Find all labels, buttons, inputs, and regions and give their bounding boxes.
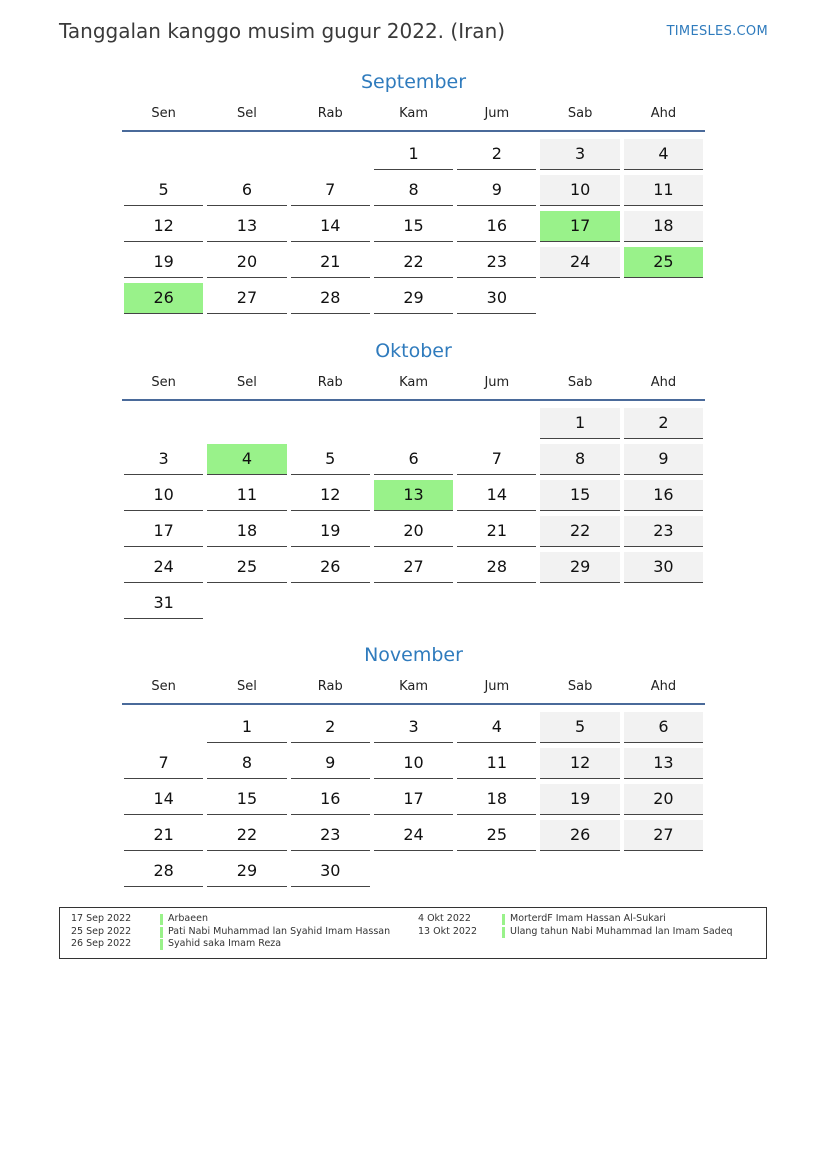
legend-item <box>71 926 411 939</box>
day-cell: 8 <box>207 748 286 779</box>
day-cell: 15 <box>540 480 619 511</box>
day-cell: 14 <box>291 211 370 242</box>
day-cell: 29 <box>540 552 619 583</box>
empty-cell <box>291 408 370 438</box>
day-cell: 8 <box>374 175 453 206</box>
day-cell: 27 <box>624 820 703 851</box>
legend-color-marker <box>502 927 505 938</box>
day-cell: 6 <box>624 712 703 743</box>
day-cell: 3 <box>374 712 453 743</box>
legend-color-marker <box>160 914 163 925</box>
day-cell: 6 <box>374 444 453 475</box>
day-cell-holiday: 25 <box>624 247 703 278</box>
weekday-label: Sel <box>237 375 257 390</box>
day-cell: 24 <box>124 552 203 583</box>
day-cell: 24 <box>540 247 619 278</box>
empty-cell <box>207 408 286 438</box>
month-september <box>122 68 705 316</box>
day-cell: 18 <box>624 211 703 242</box>
empty-cell <box>124 712 203 742</box>
legend-color-marker <box>502 914 505 925</box>
day-cell: 13 <box>207 211 286 242</box>
day-cell-holiday: 13 <box>374 480 453 511</box>
empty-cell <box>124 139 203 169</box>
weekday-header <box>122 102 705 132</box>
day-cell: 30 <box>291 856 370 887</box>
day-cell: 27 <box>207 283 286 314</box>
weekday-label: Rab <box>317 106 343 121</box>
day-cell: 5 <box>291 444 370 475</box>
day-cell: 2 <box>291 712 370 743</box>
month-november <box>122 641 705 889</box>
weekday-label: Sen <box>151 106 176 121</box>
day-cell: 28 <box>124 856 203 887</box>
day-cell: 29 <box>207 856 286 887</box>
month-title: Oktober <box>375 340 452 362</box>
weekday-label: Kam <box>399 375 428 390</box>
page-title: Tanggalan kanggo musim gugur 2022. (Iran) <box>59 19 506 43</box>
day-grid <box>122 709 705 889</box>
day-cell: 14 <box>124 784 203 815</box>
day-cell: 4 <box>624 139 703 170</box>
day-grid <box>122 405 705 621</box>
legend-holiday-name: Syahid saka Imam Reza <box>168 938 282 949</box>
day-cell: 17 <box>124 516 203 547</box>
day-cell: 29 <box>374 283 453 314</box>
day-cell-holiday: 26 <box>124 283 203 314</box>
weekday-label: Ahd <box>650 106 677 121</box>
day-cell: 12 <box>540 748 619 779</box>
day-cell: 30 <box>624 552 703 583</box>
day-cell: 22 <box>374 247 453 278</box>
legend-holiday-name: MorterdF Imam Hassan Al-Sukari <box>510 913 666 924</box>
empty-cell <box>457 408 536 438</box>
day-cell-holiday: 4 <box>207 444 286 475</box>
legend-holiday-name: Arbaeen <box>168 913 208 924</box>
day-cell: 21 <box>124 820 203 851</box>
legend-holiday-name: Ulang tahun Nabi Muhammad lan Imam Sadeq <box>510 925 733 937</box>
day-cell: 9 <box>457 175 536 206</box>
day-cell: 12 <box>291 480 370 511</box>
month-title: November <box>364 644 463 666</box>
weekday-label: Sen <box>151 679 176 694</box>
empty-cell <box>207 139 286 169</box>
day-cell: 7 <box>124 748 203 779</box>
weekday-label: Sab <box>567 679 593 694</box>
weekday-label: Sel <box>237 106 257 121</box>
day-cell: 18 <box>207 516 286 547</box>
weekday-label: Jum <box>484 679 510 694</box>
day-cell: 23 <box>624 516 703 547</box>
day-cell: 1 <box>540 408 619 439</box>
day-cell: 21 <box>457 516 536 547</box>
empty-cell <box>374 408 453 438</box>
legend-date: 17 Sep 2022 <box>71 913 132 924</box>
day-cell: 3 <box>540 139 619 170</box>
legend-date: 4 Okt 2022 <box>418 913 471 924</box>
weekday-label: Rab <box>317 375 343 390</box>
weekday-label: Jum <box>484 106 510 121</box>
day-cell: 30 <box>457 283 536 314</box>
day-cell: 20 <box>624 784 703 815</box>
weekday-label: Ahd <box>650 375 677 390</box>
day-grid <box>122 136 705 316</box>
day-cell: 5 <box>540 712 619 743</box>
day-cell: 31 <box>124 588 203 619</box>
day-cell: 9 <box>291 748 370 779</box>
legend-item <box>71 938 411 951</box>
day-cell: 11 <box>457 748 536 779</box>
legend-item <box>418 926 758 939</box>
day-cell: 10 <box>374 748 453 779</box>
day-cell: 25 <box>207 552 286 583</box>
day-cell: 20 <box>207 247 286 278</box>
day-cell: 10 <box>124 480 203 511</box>
day-cell: 8 <box>540 444 619 475</box>
day-cell: 16 <box>457 211 536 242</box>
weekday-label: Sen <box>151 375 176 390</box>
day-cell: 7 <box>291 175 370 206</box>
weekday-label: Rab <box>317 679 343 694</box>
day-cell: 23 <box>291 820 370 851</box>
day-cell: 15 <box>374 211 453 242</box>
legend-item <box>71 913 411 926</box>
day-cell: 19 <box>540 784 619 815</box>
day-cell: 1 <box>207 712 286 743</box>
month-title: September <box>360 71 467 93</box>
legend-date: 25 Sep 2022 <box>71 925 132 937</box>
empty-cell <box>291 139 370 169</box>
weekday-label: Sel <box>237 679 257 694</box>
day-cell: 18 <box>457 784 536 815</box>
day-cell: 22 <box>540 516 619 547</box>
day-cell: 9 <box>624 444 703 475</box>
day-cell: 1 <box>374 139 453 170</box>
legend-date: 13 Okt 2022 <box>418 925 478 937</box>
day-cell-holiday: 17 <box>540 211 619 242</box>
day-cell: 19 <box>124 247 203 278</box>
day-cell: 12 <box>124 211 203 242</box>
month-oktober <box>122 337 705 621</box>
day-cell: 10 <box>540 175 619 206</box>
day-cell: 25 <box>457 820 536 851</box>
day-cell: 16 <box>624 480 703 511</box>
legend-item <box>418 913 758 926</box>
day-cell: 2 <box>624 408 703 439</box>
legend-holiday-name: Pati Nabi Muhammad lan Syahid Imam Hassan <box>168 925 391 937</box>
day-cell: 21 <box>291 247 370 278</box>
day-cell: 15 <box>207 784 286 815</box>
day-cell: 11 <box>207 480 286 511</box>
day-cell: 6 <box>207 175 286 206</box>
site-link[interactable]: TIMESLES.COM <box>666 24 768 39</box>
day-cell: 24 <box>374 820 453 851</box>
day-cell: 5 <box>124 175 203 206</box>
day-cell: 2 <box>457 139 536 170</box>
day-cell: 28 <box>457 552 536 583</box>
legend-column-right <box>418 913 758 938</box>
day-cell: 28 <box>291 283 370 314</box>
weekday-label: Sab <box>567 375 593 390</box>
day-cell: 11 <box>624 175 703 206</box>
day-cell: 16 <box>291 784 370 815</box>
weekday-label: Kam <box>399 106 428 121</box>
day-cell: 7 <box>457 444 536 475</box>
day-cell: 3 <box>124 444 203 475</box>
weekday-header <box>122 371 705 401</box>
weekday-header <box>122 675 705 705</box>
legend-color-marker <box>160 927 163 938</box>
day-cell: 17 <box>374 784 453 815</box>
day-cell: 4 <box>457 712 536 743</box>
legend-date: 26 Sep 2022 <box>71 938 132 949</box>
weekday-label: Ahd <box>650 679 677 694</box>
day-cell: 20 <box>374 516 453 547</box>
day-cell: 14 <box>457 480 536 511</box>
day-cell: 27 <box>374 552 453 583</box>
day-cell: 22 <box>207 820 286 851</box>
day-cell: 23 <box>457 247 536 278</box>
day-cell: 26 <box>540 820 619 851</box>
day-cell: 13 <box>624 748 703 779</box>
legend-column-left <box>71 913 411 951</box>
holiday-legend <box>59 907 767 959</box>
weekday-label: Sab <box>567 106 593 121</box>
weekday-label: Kam <box>399 679 428 694</box>
day-cell: 19 <box>291 516 370 547</box>
weekday-label: Jum <box>484 375 510 390</box>
day-cell: 26 <box>291 552 370 583</box>
empty-cell <box>124 408 203 438</box>
legend-color-marker <box>160 939 163 950</box>
